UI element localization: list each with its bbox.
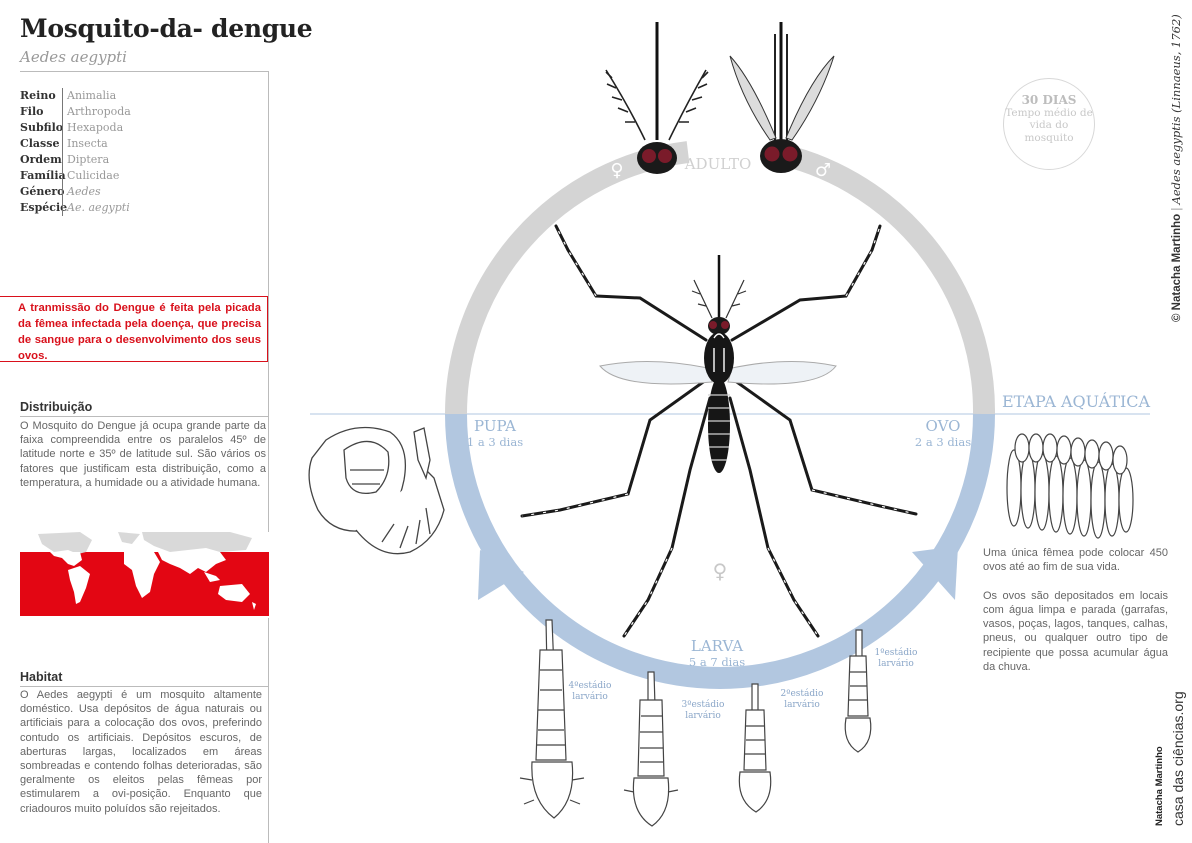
female-head-illustration (606, 22, 708, 174)
habitat-divider (20, 686, 269, 687)
taxonomy-row (20, 88, 131, 104)
egg-stage-label (903, 418, 983, 450)
taxonomy-value: Arthropoda (62, 104, 131, 120)
bottom-credit-site: casa das ciências.org (1170, 691, 1186, 826)
instar-text: larvário (572, 692, 608, 702)
pupa-illustration (309, 428, 444, 554)
taxonomy-rank: Classe (20, 137, 60, 150)
instar-text: larvário (685, 711, 721, 721)
side-credit-author: © Natacha Martinho (1171, 213, 1183, 322)
taxonomy-value: Ae. aegypti (62, 200, 130, 216)
lifespan-badge (1003, 78, 1095, 170)
lifespan-value: 30 DIAS (1021, 93, 1077, 107)
paragraph-spacer (983, 575, 1168, 589)
instar-text: larvário (878, 659, 914, 669)
male-head-illustration (730, 22, 834, 173)
world-distribution-map (20, 532, 269, 618)
larva-2-illustration (739, 684, 770, 812)
side-credit (1161, 10, 1191, 330)
distribution-title: Distribuição (20, 400, 93, 414)
taxonomy-rank: Subfilo (20, 121, 64, 134)
taxonomy-value: Animalia (62, 88, 116, 104)
taxonomy-rank: Família (20, 169, 66, 182)
title-divider (20, 71, 269, 72)
instar-number: 3ºestádio (681, 700, 725, 710)
egg-duration: 2 a 3 dias (914, 435, 972, 449)
larva-4-illustration (520, 620, 584, 818)
instar-label-2 (772, 689, 832, 711)
instar-number: 2ºestádio (780, 689, 824, 699)
aquatic-stage-label: ETAPA AQUÁTICA (1002, 392, 1151, 411)
instar-label-1 (866, 648, 926, 670)
larva-stage-label (672, 638, 762, 670)
transmission-warning: A tranmissão do Dengue é feita pela picada da fêmea infectada pela doença, que precisa de sangue para o desenvolvimento dos seus ovos. (0, 296, 268, 362)
habitat-text: O Aedes aegypti é um mosquito altamente doméstico. Usa depósitos de água naturais ou artificiais para a colocação dos ovos, preferindo contudo os artificiais. Depósitos escuros, de aberturas largas, localizados em áreas sombreadas e contendo folhas deterioradas, são geralmente os eleitos pelas fêmeas por estimularem a ovi-posição. Enquanto que criadouros muito poluídos são rejeitados. (20, 689, 262, 815)
taxonomy-row (20, 168, 131, 184)
side-credit-species: Aedes aegyptis (Linnaeus, 1762) (1169, 14, 1183, 205)
pupa-stage-label (455, 418, 535, 450)
taxonomy-row (20, 104, 131, 120)
taxonomy-value: Aedes (62, 184, 101, 200)
larva-duration: 5 a 7 dias (688, 655, 746, 669)
side-credit-text: © Natacha Martinho | Aedes aegyptis (Linnaeus, 1762) (1169, 14, 1183, 322)
bottom-credit-author: Natacha Martinho (1154, 746, 1165, 826)
distribution-divider (20, 416, 269, 417)
habitat-title: Habitat (20, 670, 63, 684)
taxonomy-rank: Ordem (20, 153, 62, 166)
larva-label: LARVA (690, 637, 744, 655)
column-divider (268, 72, 269, 843)
taxonomy-value: Hexapoda (62, 120, 123, 136)
taxonomy-rank: Espécie (20, 201, 68, 214)
taxonomy-value: Culicidae (62, 168, 119, 184)
taxonomy-table (20, 88, 131, 216)
male-symbol: ♂ (814, 160, 832, 181)
taxonomy-rank: Género (20, 185, 65, 198)
lifespan-label: Tempo médio de vida do mosquito (1005, 106, 1093, 144)
taxonomy-rank: Reino (20, 89, 56, 102)
bottom-credit (1150, 630, 1190, 830)
instar-text: larvário (784, 700, 820, 710)
taxonomy-row (20, 152, 131, 168)
adult-label: ADULTO (684, 155, 752, 173)
page-title: Mosquito-da- dengue (20, 14, 313, 43)
egg-label: OVO (925, 417, 961, 435)
instar-number: 1ºestádio (874, 648, 918, 658)
instar-number: 4ºestádio (568, 681, 612, 691)
pupa-label: PUPA (473, 417, 517, 435)
instar-label-3 (673, 700, 733, 722)
egg-description (983, 546, 1168, 674)
female-symbol: ♀ (610, 160, 624, 181)
center-female-symbol: ♀ (712, 559, 728, 583)
eggs-illustration (1007, 434, 1133, 538)
scientific-name: Aedes aegypti (20, 48, 127, 66)
taxonomy-row (20, 136, 131, 152)
taxonomy-value: Insecta (62, 136, 108, 152)
pupa-duration: 1 a 3 dias (466, 435, 524, 449)
larva-3-illustration (624, 672, 678, 826)
egg-description-p1: Uma única fêmea pode colocar 450 ovos até ao fim de sua vida. (983, 547, 1168, 574)
taxonomy-row (20, 200, 131, 216)
taxonomy-row (20, 120, 131, 136)
taxonomy-row (20, 184, 131, 200)
instar-label-4 (560, 681, 620, 703)
egg-description-p2: Os ovos são depositados em locais com água limpa e parada (garrafas, vasos, poças, lagos, tanques, calhas, pneus, ou qualquer outro tipo de recipiente que possa acumular água da chuva. (983, 589, 1168, 674)
distribution-text: O Mosquito do Dengue já ocupa grande parte da faixa compreendida entre os paralelos 45º de latitude norte e 35º de latitude sul. São vários os fatores que justificam esta distribuição, como a temperatura, a humidade ou a atividade humana. (20, 420, 266, 489)
taxonomy-rank: Filo (20, 105, 44, 118)
taxonomy-value: Diptera (62, 152, 109, 168)
